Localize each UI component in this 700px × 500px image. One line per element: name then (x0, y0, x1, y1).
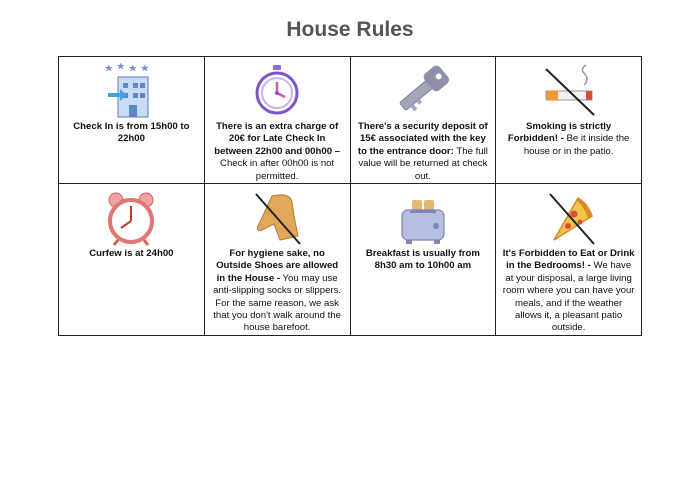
house-rules-table (58, 56, 642, 336)
rule-text-bold: Breakfast is usually from 8h30 am to 10h00 am (365, 248, 480, 272)
stopwatch-icon (211, 63, 344, 119)
rule-text: The full value will be returned at check out. (358, 145, 488, 182)
rule-text: You may use anti-slipping socks or slippers. For the same reason, we ask that you don't walk around the house barefoot. (213, 272, 342, 334)
no-shoes-icon (211, 190, 344, 246)
rule-text-bold: For hygiene sake, no Outside Shoes are allowed in the House - (216, 248, 339, 284)
rule-text-bold: There is an extra charge of 20€ for Late Check In between 22h00 and 00h00 – (214, 121, 341, 157)
rule-cell-no-food-in-bedrooms (496, 184, 642, 336)
rule-text: We have at your disposal, a large living room where you can have your meals, and if the weather allows it, a pleasant patio outside. (502, 260, 635, 334)
rule-text: Check in after 00h00 is not permitted. (220, 158, 335, 182)
rule-text-bold: Smoking is strictly Forbidden! - (507, 121, 612, 145)
rule-cell-security-deposit (350, 57, 496, 184)
table-row (59, 57, 642, 184)
rule-cell-no-outside-shoes (204, 184, 350, 336)
rule-text: Be it inside the house or in the patio. (523, 133, 630, 157)
rule-cell-check-in (59, 57, 205, 184)
rule-text-bold: There's a security deposit of 15€ associated with the key to the entrance door: (357, 121, 488, 157)
rule-text-bold: It's Forbidden to Eat or Drink in the Bedrooms! - (502, 248, 635, 272)
key-icon (357, 63, 490, 119)
no-smoking-icon (502, 63, 635, 119)
no-food-icon (502, 190, 635, 246)
page-title: House Rules (286, 18, 414, 41)
rule-cell-breakfast (350, 184, 496, 336)
table-row (59, 184, 642, 336)
rule-text-bold: Curfew is at 24h00 (89, 248, 174, 260)
hotel-icon (65, 63, 198, 119)
rule-cell-late-check-in (204, 57, 350, 184)
rule-cell-curfew (59, 184, 205, 336)
rule-cell-no-smoking (496, 57, 642, 184)
rule-text-bold: Check In is from 15h00 to 22h00 (73, 121, 190, 145)
toaster-icon (357, 190, 490, 246)
alarm-clock-icon (65, 190, 198, 246)
